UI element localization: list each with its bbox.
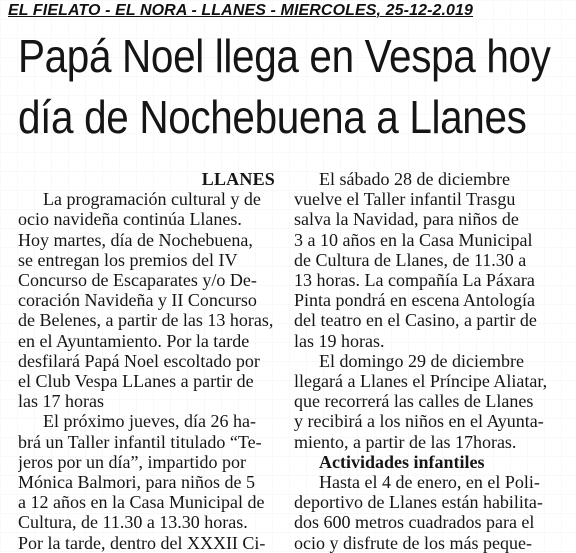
article-line: 13 horas. La compañía La Páxara [294, 270, 535, 291]
article-line: El domingo 29 de diciembre [319, 350, 524, 371]
article-line: que recorrerá las calles de Llanes [294, 391, 534, 412]
article-line: el Club Vespa LLanes a partir de [18, 371, 254, 392]
article-line: Concurso de Escaparates y/o De- [18, 270, 257, 291]
article-line: vuelve el Taller infantil Trasgu [294, 189, 516, 210]
dateline: LLANES [201, 169, 275, 189]
article-headline [0, 30, 576, 160]
headline-line-2: día de Nochebuena a Llanes [18, 91, 527, 143]
article-line: del teatro en el Casino, a partir de [294, 310, 537, 331]
publication-header: EL FIELATO - EL NORA - LLANES - MIERCOLES, 25-12-2.019 [8, 2, 474, 19]
article-line: Cultura, de 11.30 a 13.30 horas. [18, 512, 248, 533]
article-line: deportivo de Llanes están habilita- [294, 492, 543, 513]
right-article-column [294, 169, 550, 553]
article-line: las 19 horas. [294, 330, 385, 351]
article-line: ocio y disfrute de los más peque- [294, 532, 532, 553]
article-line: salva la Navidad, para niños de [294, 209, 519, 230]
article-line: 3 a 10 años en la Casa Municipal [294, 229, 533, 250]
subheading-actividades-infantiles: Actividades infantiles [319, 451, 485, 472]
article-line: Pinta pondrá en escena Antología [294, 290, 535, 311]
article-line: brá un Taller infantil titulado “Te- [18, 431, 262, 452]
article-line: dos 600 metros cuadrados para el [294, 512, 535, 533]
article-line: en el Ayuntamiento. Por la tarde [18, 330, 250, 351]
article-line: El sábado 28 de diciembre [319, 169, 510, 189]
headline-line-1: Papá Noel llega en Vespa hoy [18, 30, 551, 82]
article-line: se entregan los premios del IV [18, 249, 238, 270]
article-line: Por la tarde, dentro del XXXII Ci- [18, 532, 266, 553]
article-line: y recibirá a los niños en el Ayunta- [294, 411, 544, 432]
article-line: Hoy martes, día de Nochebuena, [18, 229, 253, 250]
article-line: de Cultura de Llanes, de 11.30 a [294, 249, 527, 270]
article-line: las 17 horas [18, 391, 104, 412]
article-line: El próximo jueves, día 26 ha- [43, 411, 256, 432]
article-line: desfilará Papá Noel escoltado por [18, 350, 260, 371]
article-line: llegará a Llanes el Príncipe Aliatar, [294, 371, 548, 392]
article-line: de Belenes, a partir de las 13 horas, [18, 310, 274, 331]
article-line: miento, a partir de las 17horas. [294, 431, 517, 452]
article-line: Hasta el 4 de enero, en el Poli- [319, 472, 540, 493]
article-line: ocio navideña continúa Llanes. [18, 209, 242, 230]
article-line: jeros por un día”, impartido por [18, 451, 246, 472]
left-article-column [18, 169, 275, 553]
article-line: a 12 años en la Casa Municipal de [18, 492, 265, 513]
article-line: La programación cultural y de [43, 189, 261, 210]
article-line: coración Navideña y II Concurso [18, 290, 257, 311]
article-line: Mónica Balmori, para niños de 5 [18, 472, 255, 493]
